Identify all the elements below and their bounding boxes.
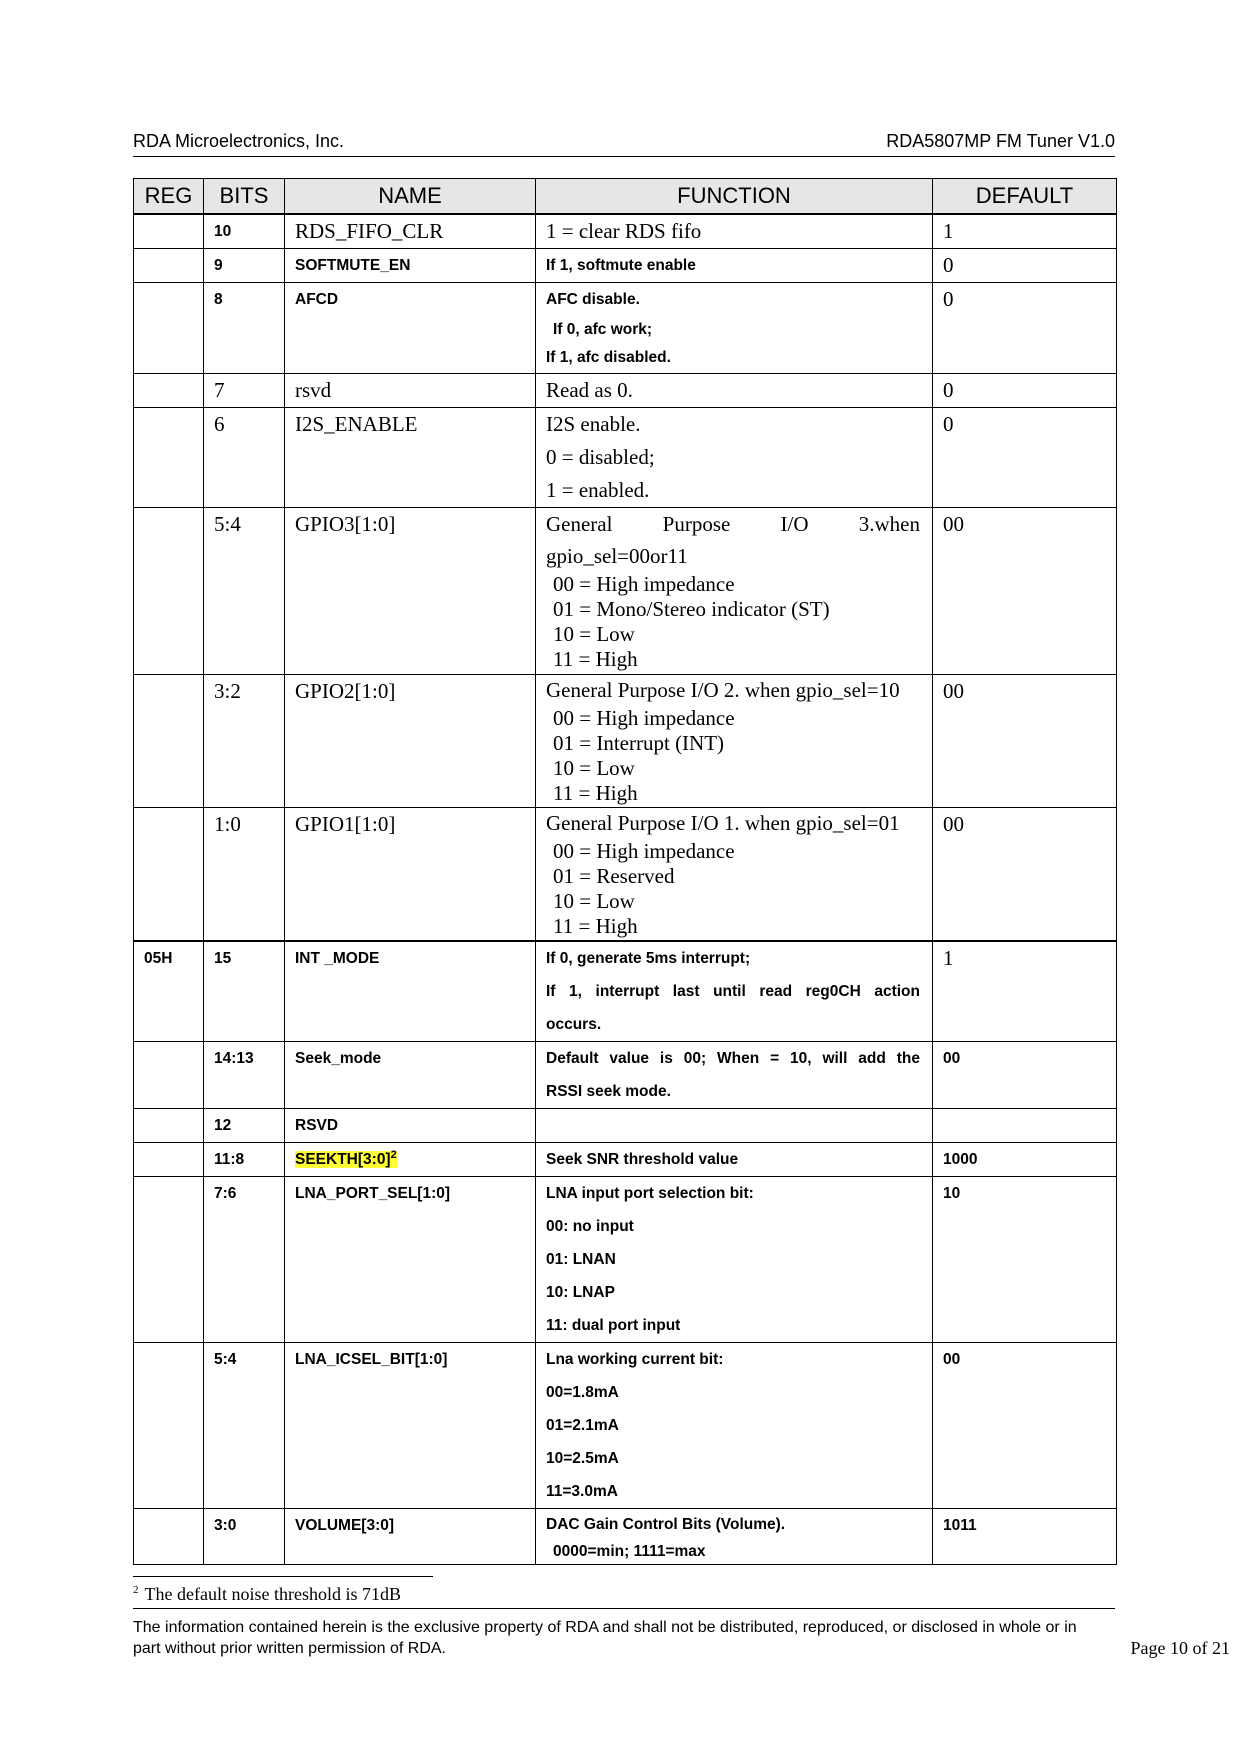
function-word: 3.when (858, 512, 920, 536)
function-line: If 0, afc work; (553, 321, 653, 338)
cell-bits: 15 (204, 941, 285, 1042)
cell-default: 1011 (933, 1508, 1117, 1564)
function-line: 00 = High impedance (553, 706, 735, 730)
function-line: General Purpose I/O 2. when gpio_sel=10 (546, 678, 900, 702)
highlighted-name (295, 1148, 397, 1168)
cell-default: 0 (933, 408, 1117, 508)
cell-function (536, 808, 933, 941)
table-row (134, 1342, 1117, 1508)
col-header-default: DEFAULT (933, 179, 1117, 215)
cell-bits: 7:6 (204, 1176, 285, 1342)
cell-name: AFCD (285, 283, 536, 374)
function-line: 01 = Mono/Stereo indicator (ST) (553, 597, 830, 621)
function-word: I/O (780, 512, 809, 536)
cell-function (536, 1176, 933, 1342)
cell-function (536, 1108, 933, 1142)
function-line-justified (546, 508, 932, 541)
cell-default (933, 1108, 1117, 1142)
table-row (134, 1108, 1117, 1142)
header-rule (133, 156, 1115, 157)
cell-reg (134, 808, 204, 941)
function-line: 01=2.1mA (546, 1416, 619, 1434)
cell-bits: 7 (204, 374, 285, 408)
cell-default: 00 (933, 508, 1117, 675)
cell-function (536, 508, 933, 675)
register-name: SEEKTH[3:0] (295, 1150, 391, 1168)
cell-name: GPIO3[1:0] (285, 508, 536, 675)
cell-default: 1000 (933, 1142, 1117, 1176)
cell-function (536, 1041, 933, 1108)
function-line: 00=1.8mA (546, 1383, 619, 1401)
cell-bits: 5:4 (204, 1342, 285, 1508)
cell-reg (134, 408, 204, 508)
cell-reg (134, 675, 204, 808)
cell-reg: 05H (134, 941, 204, 1042)
cell-name: Seek_mode (285, 1041, 536, 1108)
table-row (134, 283, 1117, 374)
cell-bits: 6 (204, 408, 285, 508)
cell-function (536, 214, 933, 249)
function-line: 0000=min; 1111=max (553, 1542, 706, 1560)
table-row (134, 1041, 1117, 1108)
footnote-text: The default noise threshold is 71dB (144, 1584, 401, 1604)
cell-function (536, 374, 933, 408)
cell-name: RDS_FIFO_CLR (285, 214, 536, 249)
cell-name: I2S_ENABLE (285, 408, 536, 508)
table-header-row (134, 179, 1117, 215)
table-row (134, 941, 1117, 1042)
function-line: 11 = High (553, 647, 638, 671)
function-line: If 1, afc disabled. (546, 349, 671, 366)
page-footer (133, 1617, 1115, 1659)
function-line: 00 = High impedance (553, 839, 735, 863)
function-line: 11 = High (553, 781, 638, 805)
cell-bits: 3:0 (204, 1508, 285, 1564)
table-row (134, 249, 1117, 283)
cell-name: GPIO1[1:0] (285, 808, 536, 941)
cell-reg (134, 1142, 204, 1176)
function-line: LNA input port selection bit: (546, 1184, 754, 1202)
function-line: AFC disable. (546, 291, 640, 308)
function-line: If 1, softmute enable (546, 257, 696, 274)
cell-name: INT _MODE (285, 941, 536, 1042)
cell-function (536, 1508, 933, 1564)
function-line: 10 = Low (553, 622, 635, 646)
function-line: 00 = High impedance (553, 572, 735, 596)
function-word: General (546, 512, 613, 536)
page-header (133, 131, 1115, 155)
function-line: Default value is 00; When = 10, will add the (546, 1049, 920, 1067)
function-line: 01: LNAN (546, 1250, 616, 1268)
function-word: Purpose (662, 512, 731, 536)
cell-bits: 9 (204, 249, 285, 283)
cell-function (536, 675, 933, 808)
col-header-name: NAME (285, 179, 536, 215)
cell-function (536, 283, 933, 374)
function-line: occurs. (546, 1015, 602, 1033)
function-line: 00: no input (546, 1217, 634, 1235)
cell-reg (134, 374, 204, 408)
function-line: I2S enable. (546, 412, 641, 436)
table-row (134, 408, 1117, 508)
cell-default: 0 (933, 249, 1117, 283)
function-line: Seek SNR threshold value (546, 1150, 739, 1168)
table-row (134, 1142, 1117, 1176)
function-line: Lna working current bit: (546, 1350, 724, 1368)
cell-default: 10 (933, 1176, 1117, 1342)
cell-reg (134, 508, 204, 675)
cell-name: GPIO2[1:0] (285, 675, 536, 808)
cell-bits: 11:8 (204, 1142, 285, 1176)
cell-name: RSVD (285, 1108, 536, 1142)
cell-bits: 1:0 (204, 808, 285, 941)
function-line: 10: LNAP (546, 1283, 615, 1301)
footer-disclaimer-line1: The information contained herein is the exclusive property of RDA and shall not be distributed, reproduced, or disclosed in whole or in (133, 1619, 1077, 1636)
cell-name (285, 1142, 536, 1176)
footnote-ref: 2 (390, 1148, 397, 1161)
cell-bits: 14:13 (204, 1041, 285, 1108)
function-line: 10 = Low (553, 756, 635, 780)
cell-reg (134, 1342, 204, 1508)
function-line: DAC Gain Control Bits (Volume). (546, 1515, 786, 1533)
cell-function (536, 1142, 933, 1176)
register-table (133, 178, 1117, 1565)
function-line: 11: dual port input (546, 1316, 681, 1334)
function-line: 0 = disabled; (546, 445, 655, 469)
table-row (134, 1508, 1117, 1564)
product-title: RDA5807MP FM Tuner V1.0 (886, 131, 1115, 151)
function-line: If 0, generate 5ms interrupt; (546, 949, 751, 967)
cell-bits: 10 (204, 214, 285, 249)
cell-name: VOLUME[3:0] (285, 1508, 536, 1564)
cell-default: 00 (933, 675, 1117, 808)
cell-default: 00 (933, 808, 1117, 941)
cell-name: SOFTMUTE_EN (285, 249, 536, 283)
company-name: RDA Microelectronics, Inc. (133, 131, 345, 151)
footer-disclaimer-line2: part without prior written permission of RDA. (133, 1640, 446, 1657)
cell-function (536, 1342, 933, 1508)
cell-reg (134, 1508, 204, 1564)
col-header-reg: REG (134, 179, 204, 215)
cell-function (536, 249, 933, 283)
cell-function (536, 408, 933, 508)
function-line: 10 = Low (553, 889, 635, 913)
cell-bits: 12 (204, 1108, 285, 1142)
table-row (134, 508, 1117, 675)
function-line: 1 = enabled. (546, 478, 650, 502)
footer-rule (133, 1608, 1115, 1609)
col-header-function: FUNCTION (536, 179, 933, 215)
table-row (134, 374, 1117, 408)
cell-reg (134, 214, 204, 249)
table-row (134, 808, 1117, 941)
page-number: Page 10 of 21 (1130, 1638, 1230, 1658)
cell-name: LNA_PORT_SEL[1:0] (285, 1176, 536, 1342)
cell-default: 00 (933, 1342, 1117, 1508)
cell-reg (134, 283, 204, 374)
cell-reg (134, 1041, 204, 1108)
function-line: General Purpose I/O 1. when gpio_sel=01 (546, 811, 900, 835)
table-row (134, 675, 1117, 808)
table-row (134, 1176, 1117, 1342)
cell-bits: 3:2 (204, 675, 285, 808)
function-line: 01 = Interrupt (INT) (553, 731, 725, 755)
table-row (134, 214, 1117, 249)
function-line: 01 = Reserved (553, 864, 675, 888)
cell-reg (134, 249, 204, 283)
cell-default: 00 (933, 1041, 1117, 1108)
col-header-bits: BITS (204, 179, 285, 215)
cell-function (536, 941, 933, 1042)
function-line: If 1, interrupt last until read reg0CH action (546, 982, 920, 1000)
function-line: RSSI seek mode. (546, 1082, 671, 1100)
cell-default: 0 (933, 374, 1117, 408)
cell-bits: 5:4 (204, 508, 285, 675)
function-line: 11 = High (553, 914, 638, 938)
function-line: 1 = clear RDS fifo (546, 219, 702, 243)
cell-reg (134, 1176, 204, 1342)
cell-default: 0 (933, 283, 1117, 374)
function-line: 11=3.0mA (546, 1482, 618, 1500)
function-line: Read as 0. (546, 378, 633, 402)
footnote-mark: 2 (133, 1584, 139, 1596)
cell-name: rsvd (285, 374, 536, 408)
cell-reg (134, 1108, 204, 1142)
footnote-rule (133, 1576, 433, 1577)
cell-name: LNA_ICSEL_BIT[1:0] (285, 1342, 536, 1508)
cell-default: 1 (933, 214, 1117, 249)
function-line: 10=2.5mA (546, 1449, 619, 1467)
footnote (133, 1584, 401, 1605)
cell-default: 1 (933, 941, 1117, 1042)
cell-bits: 8 (204, 283, 285, 374)
function-line: gpio_sel=00or11 (546, 544, 688, 568)
